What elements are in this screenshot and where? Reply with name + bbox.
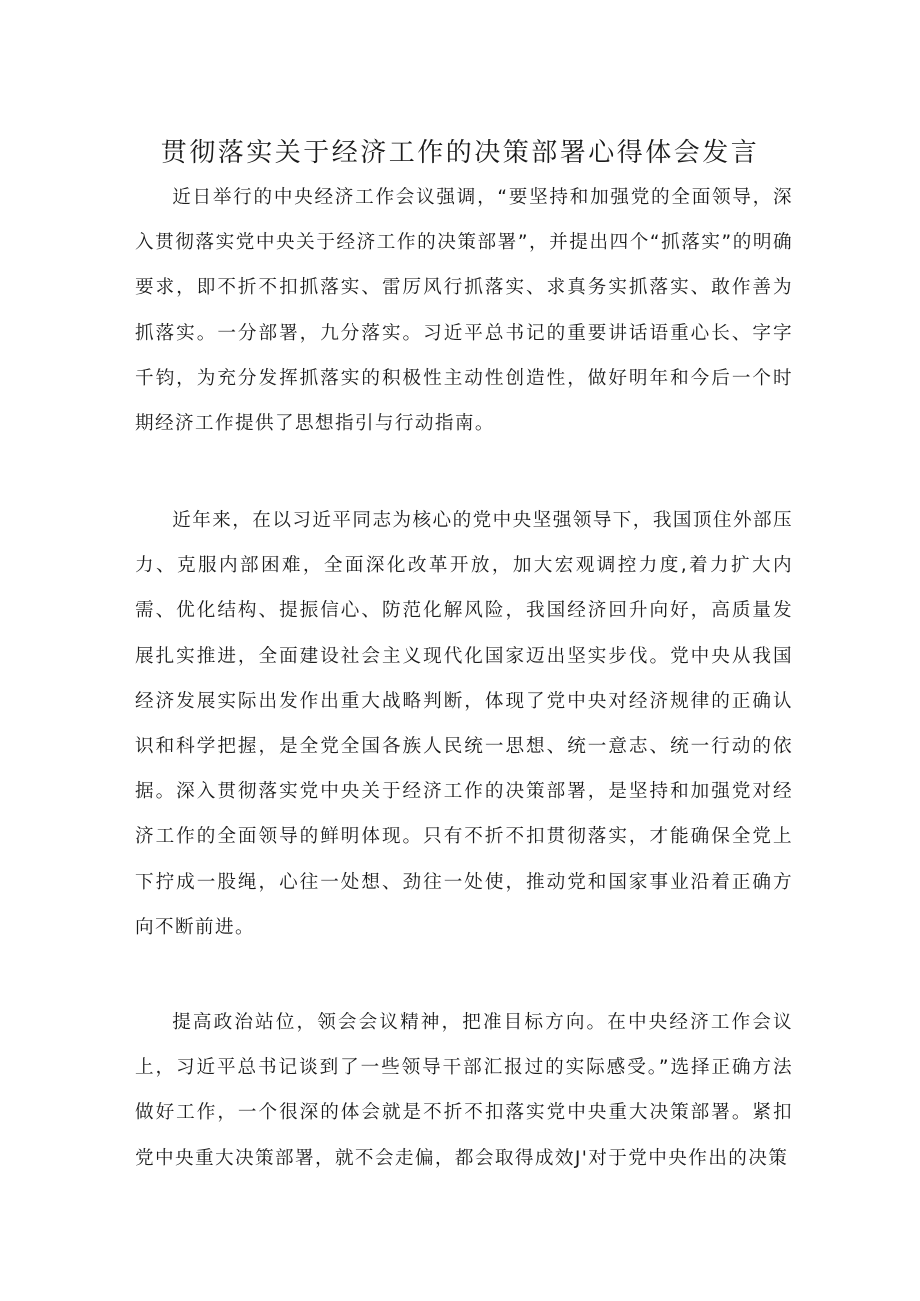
paragraph-2: 近年来，在以习近平同志为核心的党中央坚强领导下，我国顶住外部压力、克服内部困难，全面深化改革开放，加大宏观调控力度,着力扩大内需、优化结构、提振信心、防范化解风险，我国经济回升向好，高质量发展扎实推进，全面建设社会主义现代化国家迈出坚实步伐。党中央从我国经济发展实际出发作出重大战略判断，体现了党中央对经济规律的正确认识和科学把握，是全党全国各族人民统一思想、统一意志、统一行动的依据。深入贯彻落实党中央关于经济工作的决策部署，是坚持和加强党对经济工作的全面领导的鲜明体现。只有不折不扣贯彻落实，才能确保全党上下拧成一股绳，心往一处想、劲往一处使，推动党和国家事业沿着正确方向不断前进。 xyxy=(135,510,793,938)
paragraph-3: 提高政治站位，领会会议精神，把准目标方向。在中央经济工作会议上，习近平总书记谈到了一些领导干部汇报过的实际感受。”选择正确方法做好工作，一个很深的体会就是不折不扣落实党中央重大决策部署。紧扣党中央重大决策部署，就不会走偏，都会取得成效J'对于党中央作出的决策 xyxy=(135,1012,793,1169)
document-title: 贯彻落实关于经济工作的决策部署心得体会发言 xyxy=(160,138,760,168)
paragraph-1: 近日举行的中央经济工作会议强调，“要坚持和加强党的全面领导，深入贯彻落实党中央关于经济工作的决策部署”，并提出四个“抓落实”的明确要求，即不折不扣抓落实、雷厉风行抓落实、求真务实抓落实、敢作善为抓落实。一分部署，九分落实。习近平总书记的重要讲话语重心长、字字千钧，为充分发挥抓落实的积极性主动性创造性，做好明年和今后一个时期经济工作提供了思想指引与行动指南。 xyxy=(135,187,793,435)
